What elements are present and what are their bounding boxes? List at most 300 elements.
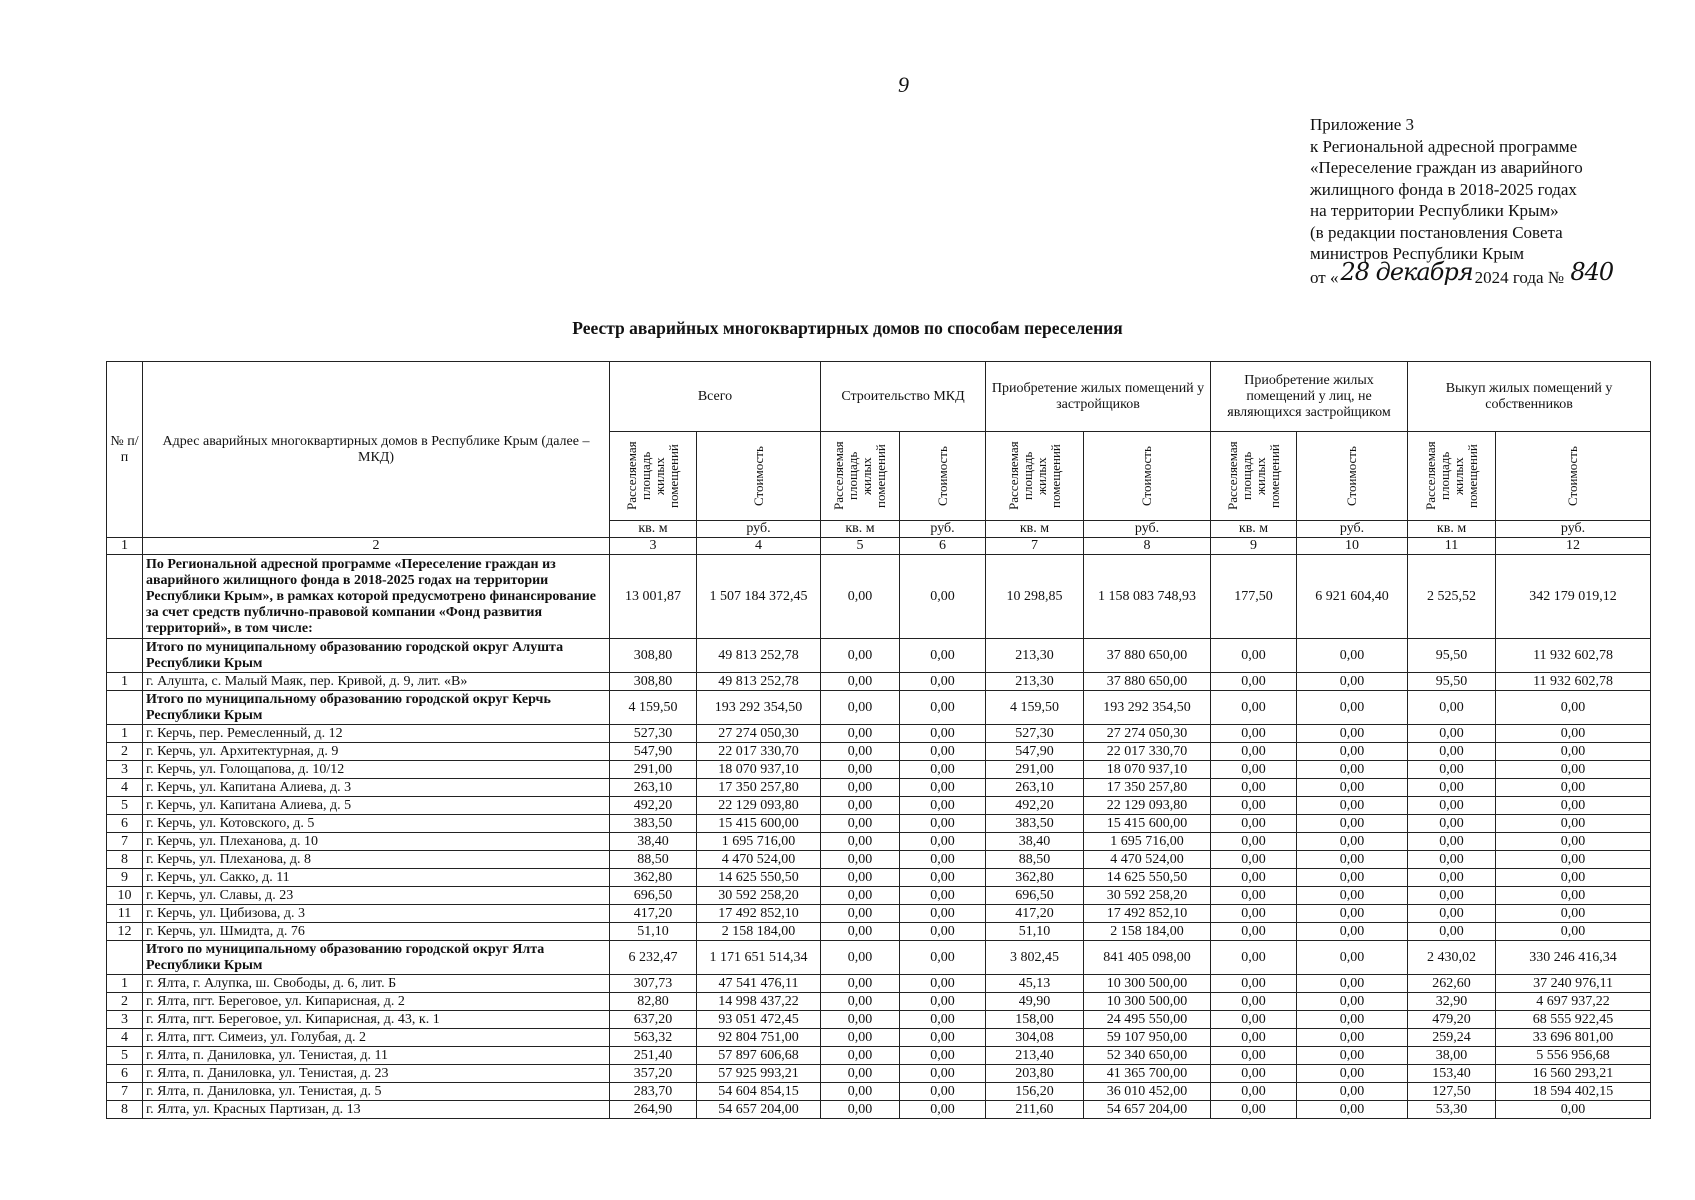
- col-number: 4: [697, 538, 821, 555]
- cost-cell: 37 240 976,11: [1496, 975, 1651, 993]
- row-number: 7: [107, 833, 143, 851]
- address-cell: г. Керчь, ул. Архитектурная, д. 9: [143, 743, 610, 761]
- area-cell: 0,00: [821, 1065, 900, 1083]
- row-number: 3: [107, 761, 143, 779]
- address-cell: г. Керчь, ул. Капитана Алиева, д. 3: [143, 779, 610, 797]
- cost-cell: 0,00: [1496, 815, 1651, 833]
- area-cell: 547,90: [986, 743, 1084, 761]
- area-cell: 0,00: [821, 797, 900, 815]
- cost-cell: 0,00: [1496, 743, 1651, 761]
- header-cost: Стоимость: [1344, 446, 1360, 506]
- area-cell: 127,50: [1408, 1083, 1496, 1101]
- area-cell: 0,00: [1408, 761, 1496, 779]
- unit-area: кв. м: [821, 521, 900, 538]
- table-row: [107, 923, 1651, 941]
- row-number: 3: [107, 1011, 143, 1029]
- unit-cost: руб.: [900, 521, 986, 538]
- cost-cell: 27 274 050,30: [1084, 725, 1211, 743]
- area-cell: 0,00: [1211, 673, 1297, 691]
- table-row: [107, 1065, 1651, 1083]
- cost-cell: 14 625 550,50: [697, 869, 821, 887]
- cost-cell: 17 492 852,10: [1084, 905, 1211, 923]
- summary-label: По Региональной адресной программе «Переселение граждан из аварийного жилищного фонда в 2018-2025 годах на территории Республики Крым», в рамках которой предусмотрено финансирование за счет средств публично-правовой компании «Фонд развития территорий», в том числе:: [143, 555, 610, 639]
- unit-cost: руб.: [697, 521, 821, 538]
- cost-cell: 0,00: [900, 887, 986, 905]
- unit-area: кв. м: [986, 521, 1084, 538]
- table-row: [107, 1083, 1651, 1101]
- row-number: 6: [107, 815, 143, 833]
- cost-cell: 22 017 330,70: [697, 743, 821, 761]
- area-cell: 291,00: [986, 761, 1084, 779]
- area-cell: 547,90: [610, 743, 697, 761]
- address-cell: г. Ялта, пгт. Береговое, ул. Кипарисная, д. 2: [143, 993, 610, 1011]
- area-cell: 0,00: [1211, 1047, 1297, 1065]
- row-number: 11: [107, 905, 143, 923]
- area-cell: 88,50: [986, 851, 1084, 869]
- address-cell: г. Алушта, с. Малый Маяк, пер. Кривой, д. 9, лит. «В»: [143, 673, 610, 691]
- column-numbers-row: [107, 538, 1651, 555]
- cost-cell: 0,00: [900, 1083, 986, 1101]
- table-row: [107, 725, 1651, 743]
- cost-cell: 17 350 257,80: [1084, 779, 1211, 797]
- area-cell: 0,00: [1211, 1083, 1297, 1101]
- header-group-construction: Строительство МКД: [821, 362, 986, 432]
- address-cell: г. Ялта, п. Даниловка, ул. Тенистая, д. 23: [143, 1065, 610, 1083]
- area-cell: 0,00: [821, 1101, 900, 1119]
- cost-cell: 193 292 354,50: [697, 691, 821, 725]
- cost-cell: 0,00: [1297, 761, 1408, 779]
- cost-cell: 17 350 257,80: [697, 779, 821, 797]
- cost-cell: 6 921 604,40: [1297, 555, 1408, 639]
- address-cell: г. Керчь, ул. Котовского, д. 5: [143, 815, 610, 833]
- cost-cell: 1 158 083 748,93: [1084, 555, 1211, 639]
- area-cell: 0,00: [1211, 887, 1297, 905]
- unit-cost: руб.: [1084, 521, 1211, 538]
- col-number: 12: [1496, 538, 1651, 555]
- cost-cell: 0,00: [1297, 797, 1408, 815]
- cost-cell: 0,00: [1297, 1011, 1408, 1029]
- cost-cell: 16 560 293,21: [1496, 1065, 1651, 1083]
- cost-cell: 0,00: [900, 833, 986, 851]
- cost-cell: 0,00: [1297, 1065, 1408, 1083]
- cost-cell: 0,00: [1297, 815, 1408, 833]
- header-group-total: Всего: [610, 362, 821, 432]
- col-number: 10: [1297, 538, 1408, 555]
- area-cell: 2 430,02: [1408, 941, 1496, 975]
- area-cell: 0,00: [1408, 725, 1496, 743]
- document-title: Реестр аварийных многоквартирных домов по способам переселения: [572, 318, 1123, 338]
- header-group-developers: Приобретение жилых помещений у застройщиков: [986, 362, 1211, 432]
- cost-cell: 0,00: [1297, 743, 1408, 761]
- area-cell: 263,10: [610, 779, 697, 797]
- cost-cell: 0,00: [1297, 1083, 1408, 1101]
- cost-cell: 0,00: [900, 869, 986, 887]
- row-number: 8: [107, 851, 143, 869]
- appendix-line: Приложение 3: [1310, 115, 1414, 134]
- area-cell: 263,10: [986, 779, 1084, 797]
- area-cell: 527,30: [610, 725, 697, 743]
- cost-cell: 1 695 716,00: [697, 833, 821, 851]
- cost-cell: 0,00: [1496, 779, 1651, 797]
- area-cell: 0,00: [821, 555, 900, 639]
- area-cell: 0,00: [821, 905, 900, 923]
- area-cell: 0,00: [1408, 743, 1496, 761]
- address-cell: г. Керчь, ул. Сакко, д. 11: [143, 869, 610, 887]
- cost-cell: 0,00: [1297, 779, 1408, 797]
- cost-cell: 0,00: [900, 743, 986, 761]
- area-cell: 0,00: [821, 887, 900, 905]
- cost-cell: 0,00: [1297, 1101, 1408, 1119]
- area-cell: 88,50: [610, 851, 697, 869]
- table-row: [107, 993, 1651, 1011]
- cost-cell: 4 697 937,22: [1496, 993, 1651, 1011]
- summary-label: Итого по муниципальному образованию городской округ Ялта Республики Крым: [143, 941, 610, 975]
- area-cell: 32,90: [1408, 993, 1496, 1011]
- area-cell: 213,40: [986, 1047, 1084, 1065]
- table-row: [107, 851, 1651, 869]
- cost-cell: 0,00: [900, 975, 986, 993]
- cost-cell: 2 158 184,00: [697, 923, 821, 941]
- cost-cell: 841 405 098,00: [1084, 941, 1211, 975]
- area-cell: 0,00: [1408, 797, 1496, 815]
- cost-cell: 52 340 650,00: [1084, 1047, 1211, 1065]
- cost-cell: 22 129 093,80: [697, 797, 821, 815]
- area-cell: 527,30: [986, 725, 1084, 743]
- row-number: 5: [107, 797, 143, 815]
- page-number: 9: [898, 72, 909, 97]
- area-cell: 362,80: [610, 869, 697, 887]
- area-cell: 383,50: [610, 815, 697, 833]
- area-cell: 0,00: [821, 869, 900, 887]
- cost-cell: 0,00: [900, 923, 986, 941]
- cost-cell: 0,00: [900, 797, 986, 815]
- cost-cell: 22 129 093,80: [1084, 797, 1211, 815]
- area-cell: 0,00: [821, 779, 900, 797]
- area-cell: 158,00: [986, 1011, 1084, 1029]
- area-cell: 0,00: [821, 833, 900, 851]
- cost-cell: 0,00: [1297, 887, 1408, 905]
- appendix-line: к Региональной адресной программе: [1310, 136, 1578, 156]
- area-cell: 0,00: [1211, 1011, 1297, 1029]
- registry-table: [106, 361, 1651, 1119]
- col-number: 9: [1211, 538, 1297, 555]
- registry-body: [107, 555, 1651, 1119]
- area-cell: 0,00: [1408, 869, 1496, 887]
- cost-cell: 5 556 956,68: [1496, 1047, 1651, 1065]
- row-number: [107, 941, 143, 975]
- address-cell: г. Керчь, ул. Плеханова, д. 8: [143, 851, 610, 869]
- area-cell: 0,00: [821, 725, 900, 743]
- area-cell: 51,10: [986, 923, 1084, 941]
- address-cell: г. Ялта, п. Даниловка, ул. Тенистая, д. 11: [143, 1047, 610, 1065]
- cost-cell: 0,00: [1297, 1047, 1408, 1065]
- area-cell: 0,00: [1211, 905, 1297, 923]
- cost-cell: 0,00: [1496, 851, 1651, 869]
- cost-cell: 0,00: [1297, 869, 1408, 887]
- area-cell: 0,00: [1211, 779, 1297, 797]
- table-row: [107, 797, 1651, 815]
- cost-cell: 36 010 452,00: [1084, 1083, 1211, 1101]
- appendix-line: на территории Республики Крым»: [1310, 201, 1559, 220]
- area-cell: 0,00: [821, 975, 900, 993]
- area-cell: 0,00: [1408, 815, 1496, 833]
- cost-cell: 57 925 993,21: [697, 1065, 821, 1083]
- cost-cell: 10 300 500,00: [1084, 975, 1211, 993]
- cost-cell: 27 274 050,30: [697, 725, 821, 743]
- area-cell: 0,00: [1211, 691, 1297, 725]
- cost-cell: 0,00: [1496, 1101, 1651, 1119]
- cost-cell: 0,00: [900, 905, 986, 923]
- area-cell: 0,00: [1408, 923, 1496, 941]
- area-cell: 203,80: [986, 1065, 1084, 1083]
- cost-cell: 0,00: [900, 1065, 986, 1083]
- address-cell: г. Керчь, ул. Капитана Алиева, д. 5: [143, 797, 610, 815]
- date-suffix: 2024 года №: [1474, 267, 1565, 287]
- summary-label: Итого по муниципальному образованию городской округ Керчь Республики Крым: [143, 691, 610, 725]
- cost-cell: 0,00: [1496, 761, 1651, 779]
- table-row: [107, 833, 1651, 851]
- row-number: 8: [107, 1101, 143, 1119]
- cost-cell: 0,00: [1297, 851, 1408, 869]
- area-cell: 0,00: [1408, 779, 1496, 797]
- area-cell: 492,20: [986, 797, 1084, 815]
- area-cell: 0,00: [821, 673, 900, 691]
- cost-cell: 0,00: [900, 673, 986, 691]
- area-cell: 492,20: [610, 797, 697, 815]
- area-cell: 82,80: [610, 993, 697, 1011]
- area-cell: 0,00: [1211, 815, 1297, 833]
- cost-cell: 18 070 937,10: [697, 761, 821, 779]
- area-cell: 6 232,47: [610, 941, 697, 975]
- area-cell: 211,60: [986, 1101, 1084, 1119]
- area-cell: 479,20: [1408, 1011, 1496, 1029]
- address-cell: г. Ялта, г. Алупка, ш. Свободы, д. 6, лит. Б: [143, 975, 610, 993]
- col-number: 7: [986, 538, 1084, 555]
- cost-cell: 93 051 472,45: [697, 1011, 821, 1029]
- area-cell: 0,00: [1211, 743, 1297, 761]
- area-cell: 383,50: [986, 815, 1084, 833]
- area-cell: 213,30: [986, 639, 1084, 673]
- address-cell: г. Ялта, п. Даниловка, ул. Тенистая, д. 5: [143, 1083, 610, 1101]
- cost-cell: 0,00: [1297, 673, 1408, 691]
- area-cell: 262,60: [1408, 975, 1496, 993]
- row-number: 12: [107, 923, 143, 941]
- cost-cell: 0,00: [1297, 639, 1408, 673]
- area-cell: 0,00: [821, 1011, 900, 1029]
- cost-cell: 37 880 650,00: [1084, 639, 1211, 673]
- header-area: Расселяемая площадь жилых помещений: [1224, 441, 1282, 511]
- cost-cell: 0,00: [900, 1011, 986, 1029]
- header-cost: Стоимость: [750, 446, 766, 506]
- cost-cell: 0,00: [900, 1047, 986, 1065]
- appendix-line: жилищного фонда в 2018-2025 годах: [1310, 179, 1577, 199]
- cost-cell: 18 070 937,10: [1084, 761, 1211, 779]
- row-number: 2: [107, 993, 143, 1011]
- area-cell: 307,73: [610, 975, 697, 993]
- cost-cell: 18 594 402,15: [1496, 1083, 1651, 1101]
- area-cell: 0,00: [1408, 905, 1496, 923]
- unit-area: кв. м: [1211, 521, 1297, 538]
- area-cell: 49,90: [986, 993, 1084, 1011]
- area-cell: 51,10: [610, 923, 697, 941]
- cost-cell: 54 657 204,00: [697, 1101, 821, 1119]
- cost-cell: 0,00: [1496, 833, 1651, 851]
- header-area: Расселяемая площадь жилых помещений: [831, 441, 888, 511]
- area-cell: 53,30: [1408, 1101, 1496, 1119]
- cost-cell: 0,00: [1297, 905, 1408, 923]
- cost-cell: 0,00: [1496, 797, 1651, 815]
- cost-cell: 0,00: [900, 851, 986, 869]
- cost-cell: 0,00: [1297, 691, 1408, 725]
- cost-cell: 0,00: [900, 555, 986, 639]
- cost-cell: 0,00: [1496, 691, 1651, 725]
- area-cell: 357,20: [610, 1065, 697, 1083]
- cost-cell: 0,00: [1496, 725, 1651, 743]
- cost-cell: 22 017 330,70: [1084, 743, 1211, 761]
- header-group-buyout: Выкуп жилых помещений у собственников: [1408, 362, 1651, 432]
- address-cell: г. Керчь, ул. Славы, д. 23: [143, 887, 610, 905]
- row-number: [107, 691, 143, 725]
- summary-label: Итого по муниципальному образованию городской округ Алушта Республики Крым: [143, 639, 610, 673]
- area-cell: 0,00: [1408, 833, 1496, 851]
- handwritten-number: 840: [1570, 257, 1614, 286]
- cost-cell: 15 415 600,00: [1084, 815, 1211, 833]
- appendix-block: [1310, 114, 1670, 288]
- col-number: 3: [610, 538, 697, 555]
- col-number: 1: [107, 538, 143, 555]
- area-cell: 362,80: [986, 869, 1084, 887]
- area-cell: 0,00: [821, 743, 900, 761]
- handwritten-date: 28 декабря: [1340, 257, 1473, 286]
- cost-cell: 24 495 550,00: [1084, 1011, 1211, 1029]
- cost-cell: 0,00: [900, 941, 986, 975]
- area-cell: 0,00: [821, 1029, 900, 1047]
- subtotal-row: [107, 941, 1651, 975]
- area-cell: 0,00: [821, 691, 900, 725]
- area-cell: 0,00: [1211, 761, 1297, 779]
- address-cell: г. Ялта, ул. Красных Партизан, д. 13: [143, 1101, 610, 1119]
- cost-cell: 342 179 019,12: [1496, 555, 1651, 639]
- cost-cell: 92 804 751,00: [697, 1029, 821, 1047]
- header-cost: Стоимость: [934, 446, 950, 506]
- cost-cell: 1 507 184 372,45: [697, 555, 821, 639]
- area-cell: 0,00: [821, 923, 900, 941]
- cost-cell: 15 415 600,00: [697, 815, 821, 833]
- cost-cell: 49 813 252,78: [697, 639, 821, 673]
- area-cell: 637,20: [610, 1011, 697, 1029]
- area-cell: 213,30: [986, 673, 1084, 691]
- address-cell: г. Ялта, пгт. Симеиз, ул. Голубая, д. 2: [143, 1029, 610, 1047]
- cost-cell: 0,00: [1297, 725, 1408, 743]
- table-row: [107, 887, 1651, 905]
- area-cell: 13 001,87: [610, 555, 697, 639]
- row-number: 6: [107, 1065, 143, 1083]
- area-cell: 0,00: [821, 1083, 900, 1101]
- table-row: [107, 1029, 1651, 1047]
- cost-cell: 0,00: [1297, 833, 1408, 851]
- appendix-line: (в редакции постановления Совета: [1310, 222, 1563, 242]
- area-cell: 0,00: [1211, 975, 1297, 993]
- row-number: 7: [107, 1083, 143, 1101]
- table-row: [107, 975, 1651, 993]
- area-cell: 0,00: [821, 993, 900, 1011]
- area-cell: 95,50: [1408, 639, 1496, 673]
- cost-cell: 37 880 650,00: [1084, 673, 1211, 691]
- cost-cell: 330 246 416,34: [1496, 941, 1651, 975]
- col-number: 8: [1084, 538, 1211, 555]
- row-number: [107, 639, 143, 673]
- area-cell: 156,20: [986, 1083, 1084, 1101]
- cost-cell: 193 292 354,50: [1084, 691, 1211, 725]
- table-row: [107, 779, 1651, 797]
- cost-cell: 4 470 524,00: [1084, 851, 1211, 869]
- table-row: [107, 761, 1651, 779]
- area-cell: 308,80: [610, 673, 697, 691]
- cost-cell: 57 897 606,68: [697, 1047, 821, 1065]
- subtotal-row: [107, 639, 1651, 673]
- cost-cell: 1 695 716,00: [1084, 833, 1211, 851]
- cost-cell: 33 696 801,00: [1496, 1029, 1651, 1047]
- appendix-line: министров Республики Крым: [1310, 244, 1525, 263]
- address-cell: г. Керчь, ул. Шмидта, д. 76: [143, 923, 610, 941]
- date-prefix: от «: [1310, 267, 1339, 287]
- area-cell: 251,40: [610, 1047, 697, 1065]
- area-cell: 0,00: [821, 941, 900, 975]
- area-cell: 308,80: [610, 639, 697, 673]
- area-cell: 0,00: [1211, 923, 1297, 941]
- area-cell: 4 159,50: [986, 691, 1084, 725]
- cost-cell: 59 107 950,00: [1084, 1029, 1211, 1047]
- cost-cell: 1 171 651 514,34: [697, 941, 821, 975]
- header-num: № п/п: [107, 362, 143, 538]
- header-group-non-developers: Приобретение жилых помещений у лиц, не являющихся застройщиком: [1211, 362, 1408, 432]
- area-cell: 0,00: [1211, 639, 1297, 673]
- area-cell: 0,00: [1211, 833, 1297, 851]
- row-number: 5: [107, 1047, 143, 1065]
- header-area: Расселяемая площадь жилых помещений: [1005, 441, 1063, 511]
- cost-cell: 14 998 437,22: [697, 993, 821, 1011]
- table-row: [107, 743, 1651, 761]
- cost-cell: 0,00: [1496, 923, 1651, 941]
- area-cell: 283,70: [610, 1083, 697, 1101]
- area-cell: 10 298,85: [986, 555, 1084, 639]
- area-cell: 259,24: [1408, 1029, 1496, 1047]
- area-cell: 3 802,45: [986, 941, 1084, 975]
- cost-cell: 11 932 602,78: [1496, 639, 1651, 673]
- cost-cell: 0,00: [900, 691, 986, 725]
- row-number: 4: [107, 779, 143, 797]
- cost-cell: 14 625 550,50: [1084, 869, 1211, 887]
- area-cell: 45,13: [986, 975, 1084, 993]
- unit-cost: руб.: [1297, 521, 1408, 538]
- area-cell: 0,00: [821, 815, 900, 833]
- area-cell: 0,00: [1211, 1065, 1297, 1083]
- row-number: 1: [107, 725, 143, 743]
- area-cell: 0,00: [1211, 869, 1297, 887]
- address-cell: г. Керчь, пер. Ремесленный, д. 12: [143, 725, 610, 743]
- header-area: Расселяемая площадь жилых помещений: [624, 441, 681, 511]
- area-cell: 696,50: [986, 887, 1084, 905]
- cost-cell: 0,00: [900, 639, 986, 673]
- header-address: Адрес аварийных многоквартирных домов в Республике Крым (далее – МКД): [143, 362, 610, 538]
- address-cell: г. Керчь, ул. Цибизова, д. 3: [143, 905, 610, 923]
- area-cell: 38,00: [1408, 1047, 1496, 1065]
- cost-cell: 0,00: [900, 761, 986, 779]
- area-cell: 264,90: [610, 1101, 697, 1119]
- area-cell: 4 159,50: [610, 691, 697, 725]
- cost-cell: 17 492 852,10: [697, 905, 821, 923]
- cost-cell: 68 555 922,45: [1496, 1011, 1651, 1029]
